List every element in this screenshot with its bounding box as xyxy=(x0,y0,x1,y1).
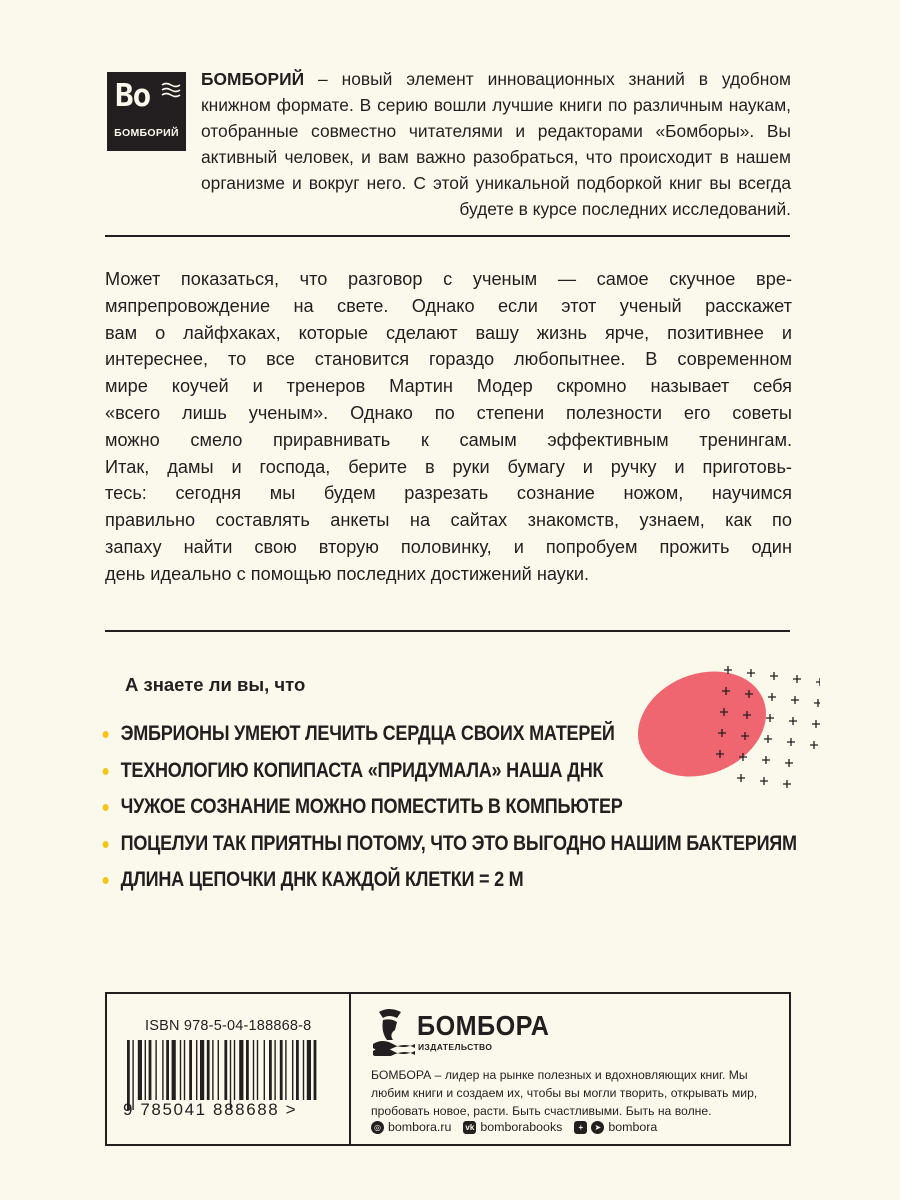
barcode-bar xyxy=(207,1040,210,1100)
barcode-bar xyxy=(307,1040,311,1100)
barcode-bar xyxy=(155,1040,156,1100)
barcode-bar xyxy=(234,1040,235,1100)
series-logo-name: БОМБОРИЙ xyxy=(114,127,179,139)
cross-mark xyxy=(747,669,755,677)
series-description xyxy=(201,66,791,222)
annotation-line: мире коучей и тренеров Мартин Модер скромно называет себя xyxy=(105,376,792,397)
isbn: ISBN 978-5-04-188868-8 xyxy=(145,1018,312,1034)
barcode-bar xyxy=(239,1040,243,1100)
barcode-bar xyxy=(274,1040,275,1100)
cross-mark xyxy=(793,675,801,683)
annotation-line: вам о лайфхаках, которые сделают вашу жизнь ярче, позитивнее и xyxy=(105,322,792,343)
vk-icon: vk xyxy=(463,1121,476,1134)
fact-text: ЧУЖОЕ СОЗНАНИЕ МОЖНО ПОМЕСТИТЬ В КОМПЬЮТЕР xyxy=(120,795,623,818)
series-name: БОМБОРИЙ xyxy=(201,69,305,89)
barcode-digits: 9 785041 888688 > xyxy=(123,1100,298,1119)
barcode-bar xyxy=(303,1040,304,1100)
cross-mark xyxy=(814,699,820,707)
globe-icon: ◎ xyxy=(371,1121,384,1134)
barcode-bar xyxy=(196,1040,197,1100)
cross-mark xyxy=(810,741,818,749)
annotation-line: можно смело приравнивать к самым эффективным тренингам. xyxy=(105,429,792,450)
bullet-dot xyxy=(103,841,109,848)
barcode-bar xyxy=(285,1040,286,1100)
series-description-text: – новый элемент инновационных знаний в удобном книжном формате. В серию вошли лучшие книги по различным наукам, отобранные совместно читателями и редакторами «Бомборы». Вы активный человек, и вам важно разобраться, что происходит в нашем организме и вокруг него. С этой уникальной подборкой книг вы всегда будете в курсе последних исследований. xyxy=(201,69,791,219)
fact-item xyxy=(100,753,702,790)
fact-text: ПОЦЕЛУИ ТАК ПРИЯТНЫ ПОТОМУ, ЧТО ЭТО ВЫГОДНО НАШИМ БАКТЕРИЯМ xyxy=(120,831,797,855)
barcode-bar xyxy=(292,1040,293,1100)
publisher-name: БОМБОРА xyxy=(417,1010,550,1041)
fact-item xyxy=(100,826,797,863)
bullet-dot xyxy=(103,804,109,811)
cross-mark xyxy=(770,672,778,680)
cross-mark xyxy=(812,720,820,728)
fact-item xyxy=(100,789,702,826)
barcode-bar xyxy=(145,1040,146,1100)
contact-label: bombora.ru xyxy=(388,1120,452,1134)
barcode-bar xyxy=(149,1040,152,1100)
divider-middle xyxy=(105,630,790,632)
imprint-panel xyxy=(105,992,791,1146)
annotation-line: Может показаться, что разговор с ученым — самое скучное вре- xyxy=(105,269,792,289)
barcode-bar xyxy=(253,1040,254,1100)
annotation-line: мяпрепровождение на свете. Однако если этот ученый расскажет xyxy=(105,295,792,316)
barcode-bar xyxy=(264,1040,265,1100)
barcode-bar xyxy=(138,1040,142,1100)
barcode-bar xyxy=(180,1040,181,1100)
annotation-line: правильно составлять анкеты на сайтах знакомств, узнаем, как по xyxy=(105,510,792,531)
barcode-bar xyxy=(257,1040,258,1100)
barcode-bar xyxy=(200,1040,204,1100)
facts-heading: А знаете ли вы, что xyxy=(125,674,306,695)
annotation-line: тесь: сегодня мы будем разрезать сознание ножом, научимся xyxy=(105,483,792,504)
divider-top xyxy=(105,235,790,237)
bullet-dot xyxy=(103,877,109,884)
barcode-bar xyxy=(212,1040,213,1100)
barcode-bar xyxy=(218,1040,219,1100)
publisher-subtitle: ИЗДАТЕЛЬСТВО xyxy=(418,1042,493,1052)
barcode-bar xyxy=(166,1040,169,1100)
barcode-bar xyxy=(280,1040,283,1100)
telegram-icon: ➤ xyxy=(591,1121,604,1134)
plus-icon: + xyxy=(574,1121,587,1134)
annotation-line: Итак, дамы и господа, берите в руки бумагу и ручку и приготовь- xyxy=(105,456,792,477)
fact-text: ТЕХНОЛОГИЮ КОПИПАСТА «ПРИДУМАЛА» НАША ДНК xyxy=(120,758,604,782)
bullet-dot xyxy=(103,731,109,738)
cross-mark xyxy=(791,696,799,704)
barcode-bar xyxy=(314,1040,317,1100)
contact-website[interactable] xyxy=(371,1120,451,1134)
publisher-description: БОМБОРА – лидер на рынке полезных и вдохновляющих книг. Мы любим книги и создаем их, чтобы вы могли творить, открывать мир, пробовать новое, расти. Быть счастливыми. Быть на волне. xyxy=(371,1068,758,1118)
facts-list xyxy=(100,716,800,899)
barcode-bar xyxy=(172,1040,176,1100)
barcode-bar xyxy=(184,1040,185,1100)
annotation-line: день идеально с помощью последних достижений науки. xyxy=(105,563,590,584)
bullet-dot xyxy=(103,768,109,775)
contact-label: bombora xyxy=(608,1120,658,1134)
barcode-bar xyxy=(189,1040,192,1100)
annotation-line: запаху найти свою вторую половинку, и попробуем прожить один xyxy=(105,536,792,557)
barcode-bar xyxy=(246,1040,249,1100)
annotation xyxy=(105,266,792,588)
series-logo-mark: Bo xyxy=(115,78,151,114)
annotation-line: интереснее, то все становится гораздо любопытнее. В современном xyxy=(105,349,792,370)
fact-text: ДЛИНА ЦЕПОЧКИ ДНК КАЖДОЙ КЛЕТКИ = 2 М xyxy=(120,868,524,891)
contact-telegram[interactable] xyxy=(574,1120,657,1134)
publisher-contacts xyxy=(371,1120,785,1134)
series-logo xyxy=(107,72,186,151)
waves-icon xyxy=(161,82,181,98)
contact-vk[interactable] xyxy=(463,1120,562,1134)
barcode-bar xyxy=(296,1040,299,1100)
contact-label: bomborabooks xyxy=(480,1120,563,1134)
barcode-bar xyxy=(224,1040,227,1100)
fact-text: ЭМБРИОНЫ УМЕЮТ ЛЕЧИТЬ СЕРДЦА СВОИХ МАТЕРЕЙ xyxy=(120,722,615,745)
fact-item xyxy=(100,716,702,753)
cross-mark xyxy=(768,693,776,701)
cross-mark xyxy=(816,678,820,686)
annotation-line: «всего лишь ученым». Однако по степени полезности его советы xyxy=(105,402,792,423)
panel-divider xyxy=(349,994,351,1144)
barcode-bar xyxy=(269,1040,272,1100)
fact-item xyxy=(100,862,702,899)
publisher-logo-icon xyxy=(371,1006,417,1056)
barcode-bar xyxy=(162,1040,163,1100)
